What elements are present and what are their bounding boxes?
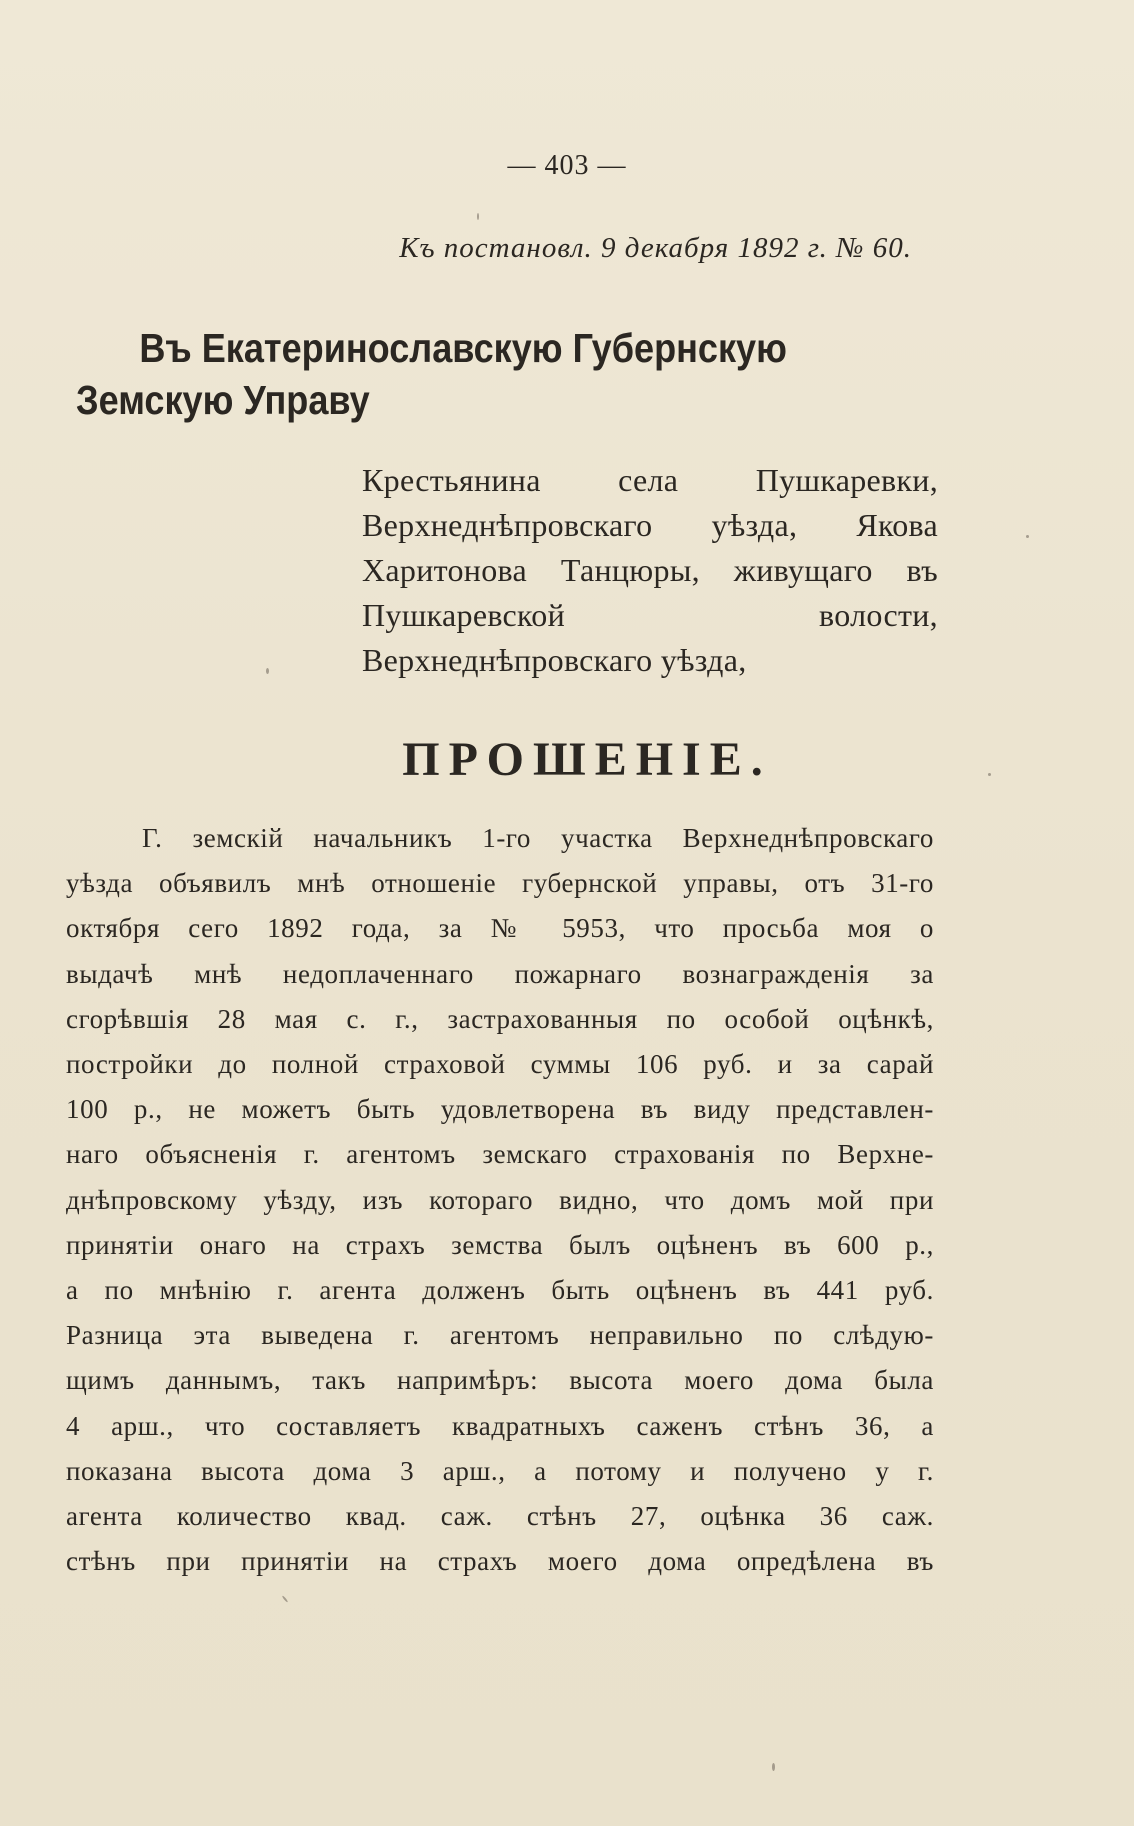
document-title: ПРОШЕНІЕ. bbox=[402, 733, 772, 786]
page-number: — 403 — bbox=[507, 150, 627, 181]
body-line: стѣнъ при принятіи на страхъ моего дома опредѣлена въ bbox=[66, 1546, 934, 1577]
body-line: 100 р., не можетъ быть удовлетворена въ виду представлен- bbox=[66, 1094, 934, 1125]
body-line: принятіи онаго на страхъ земства былъ оцѣненъ въ 600 р., bbox=[66, 1229, 934, 1260]
print-speck bbox=[477, 213, 479, 220]
print-speck bbox=[282, 1595, 289, 1602]
body-line: наго объясненія г. агентомъ земскаго страхованія по Верхне- bbox=[66, 1139, 934, 1170]
body-line: Г. земскій начальникъ 1-го участка Верхнеднѣпровскаго bbox=[142, 823, 934, 853]
print-speck bbox=[988, 773, 991, 776]
resolution-reference: Къ постановл. 9 декабря 1892 г. № 60. bbox=[399, 232, 912, 264]
print-speck bbox=[266, 668, 269, 674]
petition-body bbox=[66, 816, 934, 1584]
body-line: а по мнѣнію г. агента долженъ быть оцѣненъ въ 441 руб. bbox=[66, 1275, 934, 1306]
print-speck bbox=[772, 1763, 775, 1771]
body-line: днѣпровскому уѣзду, изъ котораго видно, что домъ мой при bbox=[66, 1184, 934, 1215]
body-line: сгорѣвшія 28 мая с. г., застрахованныя по особой оцѣнкѣ, bbox=[66, 1003, 934, 1034]
print-speck bbox=[1026, 535, 1029, 538]
body-line: октября сего 1892 года, за № 5953, что просьба моя о bbox=[66, 913, 934, 944]
body-line: 4 арш., что составляетъ квадратныхъ саженъ стѣнъ 36, а bbox=[66, 1410, 934, 1441]
body-line: щимъ даннымъ, такъ напримѣръ: высота моего дома была bbox=[66, 1365, 934, 1396]
body-line: Разница эта выведена г. агентомъ неправильно по слѣдую- bbox=[66, 1320, 934, 1351]
body-line: постройки до полной страховой суммы 106 руб. и за сарай bbox=[66, 1049, 934, 1080]
body-line: выдачѣ мнѣ недоплаченнаго пожарнаго вознагражденія за bbox=[66, 958, 934, 989]
body-line: агента количество квад. саж. стѣнъ 27, оцѣнка 36 саж. bbox=[66, 1501, 934, 1532]
body-line: показана высота дома 3 арш., а потому и получено у г. bbox=[66, 1455, 934, 1486]
body-line: уѣзда объявилъ мнѣ отношеніе губернской управы, отъ 31-го bbox=[66, 868, 934, 899]
addressee-heading: Въ Екатеринославскую Губернскую Земскую Управу bbox=[76, 325, 787, 423]
petitioner-block: Крестьянина села Пушкаревки, Верхнеднѣпровскаго уѣзда, Якова Харитонова Танцюры, живущаго въ Пушкаревской волости, Верхнеднѣпровскаго уѣзда, bbox=[362, 462, 938, 678]
